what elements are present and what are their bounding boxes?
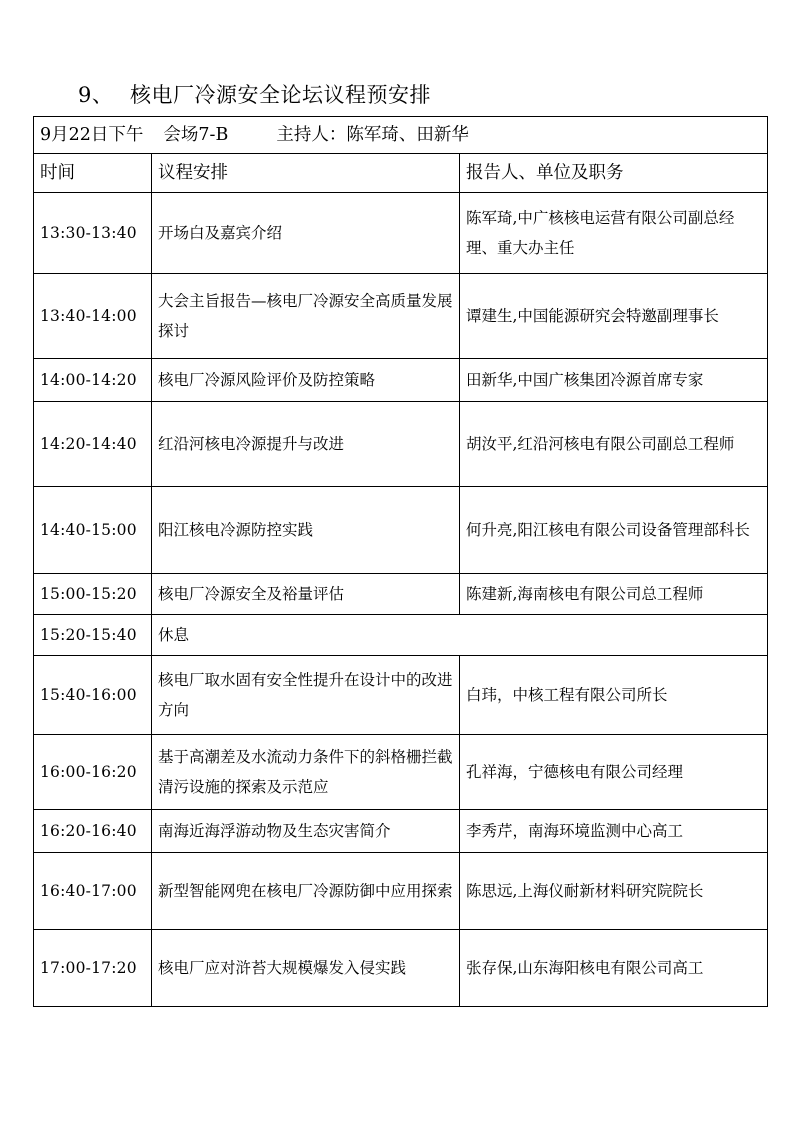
row-time: 17:00-17:20	[34, 930, 152, 1007]
row-speaker: 何升亮,阳江核电有限公司设备管理部科长	[460, 487, 768, 574]
row-speaker: 谭建生,中国能源研究会特邀副理事长	[460, 274, 768, 359]
row-agenda: 核电厂取水固有安全性提升在设计中的改进方向	[152, 656, 460, 735]
row-time: 14:40-15:00	[34, 487, 152, 574]
row-speaker: 陈建新,海南核电有限公司总工程师	[460, 574, 768, 615]
table-row	[34, 574, 768, 615]
table-row	[34, 193, 768, 274]
table-row	[34, 735, 768, 810]
row-speaker: 陈思远,上海仪耐新材料研究院院长	[460, 853, 768, 930]
row-time: 16:20-16:40	[34, 810, 152, 853]
row-time: 13:30-13:40	[34, 193, 152, 274]
row-speaker: 张存保,山东海阳核电有限公司高工	[460, 930, 768, 1007]
section-title-text: 核电厂冷源安全论坛议程预安排	[130, 83, 431, 107]
table-row	[34, 402, 768, 487]
row-speaker: 李秀芹，南海环境监测中心高工	[460, 810, 768, 853]
row-time: 14:00-14:20	[34, 359, 152, 402]
row-time: 16:40-17:00	[34, 853, 152, 930]
row-speaker: 田新华,中国广核集团冷源首席专家	[460, 359, 768, 402]
session-date: 9月22日下午	[40, 125, 144, 145]
row-agenda: 阳江核电冷源防控实践	[152, 487, 460, 574]
row-agenda: 核电厂冷源安全及裕量评估	[152, 574, 460, 615]
row-time: 16:00-16:20	[34, 735, 152, 810]
row-speaker: 孔祥海，宁德核电有限公司经理	[460, 735, 768, 810]
row-agenda: 核电厂冷源风险评价及防控策略	[152, 359, 460, 402]
agenda-table	[33, 116, 768, 1007]
header-speaker: 报告人、单位及职务	[460, 154, 768, 193]
row-time: 15:40-16:00	[34, 656, 152, 735]
row-time: 13:40-14:00	[34, 274, 152, 359]
row-time: 14:20-14:40	[34, 402, 152, 487]
table-row	[34, 930, 768, 1007]
header-agenda: 议程安排	[152, 154, 460, 193]
row-agenda: 大会主旨报告—核电厂冷源安全高质量发展探讨	[152, 274, 460, 359]
row-time: 15:20-15:40	[34, 615, 152, 656]
section-number: 9、	[78, 83, 114, 107]
row-speaker: 胡汝平,红沿河核电有限公司副总工程师	[460, 402, 768, 487]
table-row	[34, 487, 768, 574]
session-info-cell	[34, 117, 768, 154]
table-row	[34, 810, 768, 853]
section-title	[78, 80, 431, 110]
table-row-break	[34, 615, 768, 656]
row-agenda: 新型智能网兜在核电厂冷源防御中应用探索	[152, 853, 460, 930]
row-speaker: 白玮，中核工程有限公司所长	[460, 656, 768, 735]
header-time: 时间	[34, 154, 152, 193]
table-row	[34, 359, 768, 402]
table-header-row	[34, 154, 768, 193]
row-time: 15:00-15:20	[34, 574, 152, 615]
session-info-row	[34, 117, 768, 154]
row-agenda: 红沿河核电冷源提升与改进	[152, 402, 460, 487]
table-row	[34, 853, 768, 930]
row-agenda: 休息	[152, 615, 768, 656]
session-host: 主持人：陈军琦、田新华	[276, 125, 469, 145]
table-row	[34, 274, 768, 359]
row-agenda: 核电厂应对浒苔大规模爆发入侵实践	[152, 930, 460, 1007]
row-speaker: 陈军琦,中广核核电运营有限公司副总经理、重大办主任	[460, 193, 768, 274]
session-venue: 会场7-B	[163, 125, 229, 145]
row-agenda: 南海近海浮游动物及生态灾害简介	[152, 810, 460, 853]
table-row	[34, 656, 768, 735]
row-agenda: 开场白及嘉宾介绍	[152, 193, 460, 274]
row-agenda: 基于高潮差及水流动力条件下的斜格栅拦截清污设施的探索及示范应	[152, 735, 460, 810]
